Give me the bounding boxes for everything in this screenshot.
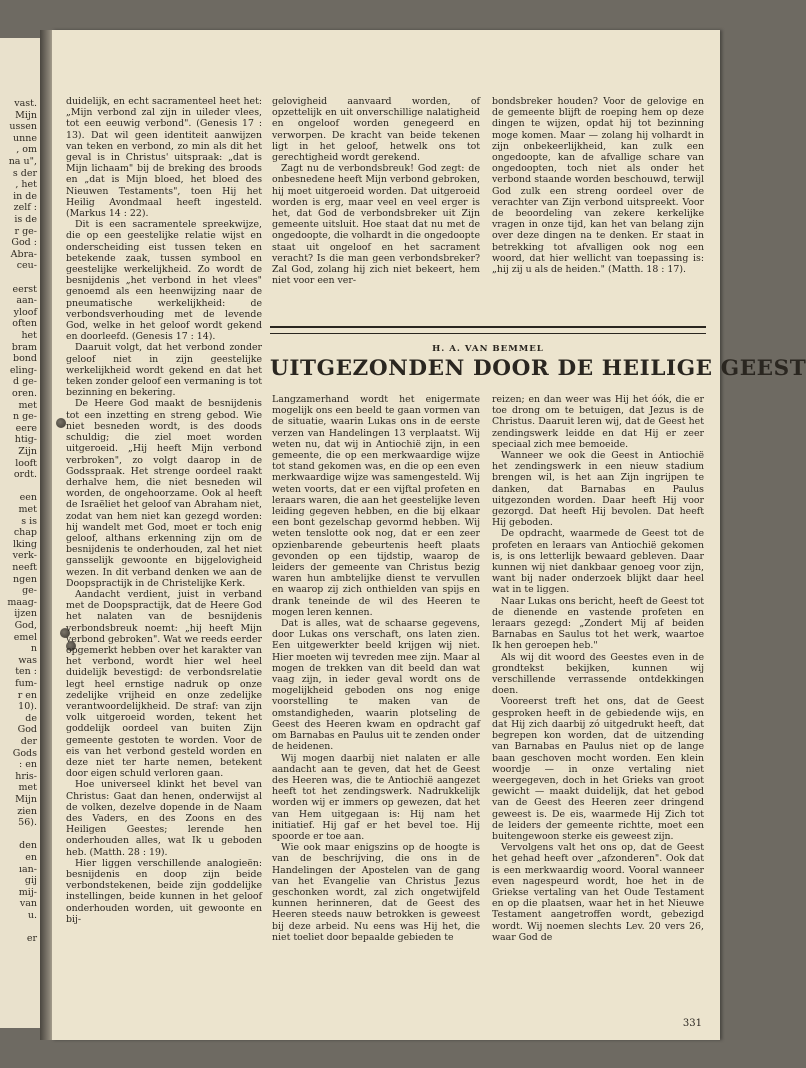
paragraph: Wij mogen daarbij niet nalaten er alle aandacht aan te geven, dat het de Geest des Heeren was, die te Antiochië aangezet heeft tot het zendingswerk. Nadrukkelijk worden wij er immers op gewezen, dat het van Hem uitgegaan is: Hij nam het initiatief. Hij gaf er het bevel toe. Hij spoorde er toe aan. <box>272 752 480 842</box>
previous-page-line: r ge- <box>14 225 37 237</box>
paragraph: Zagt nu de verbondsbreuk! God zegt: de onbesnedene heeft Mijn verbond gebroken, hij moet uitgeroeid worden. Dat uitgeroeid worden is erg, maar veel en veel erger is het, dat God de verbondsbreker uit Zijn gemeente uitsluit. Hoe staat dat nu met de ongedoopte, die volhardt in die ongedoopte staat uit ongeloof en het sacrament veracht? Is die man geen verbondsbreker? Zal God, zolang hij zich niet bekeert, hem niet voor een ver- <box>272 163 480 287</box>
previous-page-line: na u", <box>8 156 37 167</box>
article-author: H. A. VAN BEMMEL <box>432 344 544 354</box>
article-title: UITGEZONDEN DOOR DE HEILIGE GEEST <box>270 356 806 381</box>
previous-page-line: eere <box>15 422 37 434</box>
paragraph: Daaruit volgt, dat het verbond zonder geloof niet in zijn geestelijke werkelijkheid wordt gekend en dat het teken zonder geloof een vermaning is tot bezinning en bekering. <box>66 342 262 399</box>
previous-page-line: Zijn <box>18 446 37 457</box>
previous-page-line: mij- <box>18 886 37 898</box>
previous-page-line: bram <box>11 341 37 353</box>
previous-page-line: , om <box>16 144 37 156</box>
previous-page-line: eling- <box>9 364 37 376</box>
previous-page-line: den <box>19 840 37 852</box>
previous-page-line: ussen <box>9 121 37 133</box>
paragraph: Dit is een sacramentele spreekwijze, die op een geestelijke relatie wijst en onderscheiding eist tussen teken en betekende zaak, tussen symbool en geestelijke werkelijkheid. Zo wordt de besnijdenis „het verbond in het vlees" genoemd als een heenwijzing naar de pneumatische werkelijkheid: de verbondsverhouding met de levende God, welke in het geloof wordt gekend en doorleefd. (Genesis 17 : 14). <box>66 219 262 343</box>
paragraph: Aandacht verdient, juist in verband met de Doopspractijk, dat de Heere God het nalaten van de besnijdenis verbondsbreuk noemt: „hij heeft Mijn verbond gebroken". Wat we reeds eerder opgemerkt hebben over het karakter van het verbond, wordt hier wel heel duidelijk bevestigd: de verbondsrelatie legt heel ernstige nadruk op onze zedelijke vrijheid en onze zedelijke verantwoordelijkheid. De straf: van zijn volk uitgeroeid worden, tekent het goddelijk oordeel van buiten Zijn gemeente gestoten te worden. Voor de eis van het verbond gesteld worden en deze niet ter harte nemen, betekent door eigen schuld verloren gaan. <box>66 588 262 780</box>
previous-page-line: htig- <box>14 434 37 446</box>
previous-page-line: fum- <box>15 678 37 689</box>
paragraph: Vervolgens valt het ons op, dat de Geest het gehad heeft over „afzonderen". Ook dat is een merkwaardig woord. Vooral wanneer even nagespeurd wordt, hoe het in de Griekse vertaling van het Oude Testament en op die plaatsen, waar het in het Nieuwe Testament aangetroffen wordt, gebezigd wordt. Wij noemen slechts Lev. 20 vers 26, waar God de <box>492 842 704 943</box>
previous-page-line: hris- <box>15 770 37 782</box>
previous-page-line: n <box>30 643 37 655</box>
previous-page-line: ijzen <box>14 608 37 620</box>
previous-page-line: het <box>21 330 37 341</box>
paragraph: Langzamerhand wordt het enigermate mogelijk ons een beeld te gaan vormen van de situatie, waarin Lukas ons in de eerste verzen van Handelingen 13 verplaatst. Wij weten nu, dat wij in Antiochië zijn, in een gemeente, die op een merkwaardige wijze tot stand gekomen was, en die op een even merkwaardige wijze was samengesteld. Wij weten voorts, dat er een vijftal profeten en leraars waren, die aan het geestelijke leven leiding gegeven hebben, en die bij elkaar een bont gezelschap gevormd hebben. Wij weten tenslotte ook nog, dat er een zeer opzienbarende gebeurtenis heeft plaats gevonden op een tijdstip, waarop de leiders der gemeente van Christus bezig waren hun ambtelijke dienst te vervullen en waarop zij zich onthielden van spijs en drank teneinde de wil des Heeren te mogen leren kennen. <box>272 394 480 618</box>
previous-page-line: aan- <box>16 295 37 307</box>
paragraph: De Heere God maakt de besnijdenis tot een inzetting en streng gebod. Wie niet besneden wordt, is des doods schuldig; die ziel moet worden uitgeroeid. „Hij heeft Mijn verbond verbroken", zo volgt daarop in de Godsspraak. Het strenge oordeel raakt derhalve hem, die niet besneden wil worden, de ongehoorzame. Ook al heeft de Israëliet het geloof van Abraham niet, zodat van hem niet kan gezegd worden: hij wandelt met God, moet er toch enig geloof, althans erkenning zijn om de besnijdenis te onderhouden, zal het niet gansselijk gewoonte en bijgelovigheid wezen. In dit verband denken we aan de Doopspractijk in de Christelijke Kerk. <box>66 398 262 589</box>
previous-page-line: ıan- <box>18 863 37 875</box>
previous-page-line: Abra- <box>10 248 37 260</box>
previous-page-line: , het <box>15 179 37 191</box>
previous-page-line: : en <box>19 759 37 771</box>
previous-page-line: oren. <box>11 388 37 399</box>
previous-page-line: yloof <box>13 306 37 318</box>
previous-page-line: s der <box>12 167 37 179</box>
previous-page-line: verk- <box>12 550 37 562</box>
paragraph: Naar Lukas ons bericht, heeft de Geest tot de dienende en vastende profeten en leraars gezegd: „Zondert Mij af beiden Barnabas en Saulus tot het werk, waartoe Ik hen geroepen heb." <box>492 595 704 652</box>
previous-page-line: ngen <box>13 573 37 585</box>
previous-page-line: eerst <box>12 283 37 295</box>
column-2-top <box>272 96 480 286</box>
paragraph: gelovigheid aanvaard worden, of opzettelijk en uit onverschillige nalatigheid en ongeloof worden genegeerd en verworpen. De kracht van beide tekenen ligt in het geloof, hetwelk ons tot gerechtigheid wordt gerekend. <box>272 96 480 164</box>
previous-page-line: r en <box>17 689 37 701</box>
column-3-top <box>492 96 704 275</box>
paragraph: Wanneer we ook die Geest in Antiochië het zendingswerk in een nieuw stadium brengen wil, is het aan Zijn ingrijpen te danken, dat Barnabas en Paulus uitgezonden worden. Daar heeft Hij voor gezorgd. Dat heeft Hij bevolen. Dat heeft Hij geboden. <box>492 450 704 529</box>
previous-page-line: maag- <box>7 596 37 608</box>
previous-page-line: looft <box>15 457 37 469</box>
previous-page-line: chap <box>13 527 37 539</box>
previous-page-line: met <box>18 504 37 515</box>
previous-page-line: 56). <box>18 817 37 829</box>
paragraph: duidelijk, en echt sacramenteel heet het: „Mijn verbond zal zijn in uileder vlees, tot een eeuwig verbond". (Genesis 17 : 13). Dat wil geen identiteit aanwijzen van teken en verbond, zo min als dit het geval is in Christus' uitspraak: „dat is Mijn lichaam" bij de breking des broods en „dat is Mijn bloed, het bloed des Nieuwen Testaments", toen Hij het Heilig Avondmaal heeft ingesteld. (Markus 14 : 22). <box>66 96 262 220</box>
previous-page-line: een <box>19 492 37 504</box>
previous-page-line: zien <box>17 805 37 817</box>
previous-page-line: lking <box>12 538 37 550</box>
paragraph: bondsbreker houden? Voor de gelovige en de gemeente blijft de roeping hem op deze dingen te wijzen, opdat hij tot bezinning moge komen. Maar — zolang hij volhardt in zijn onbekeerlijkheid, kan zulk een ongedoopte, kan de afvallige schare van ongedoopten, toch niet als onder het verbond staande worden beschouwd, terwijl God zulk een streng oordeel over de verachter van Zijn verbond uitspreekt. Voor de beoordeling van zekere kerkelijke vragen in onze tijd, kan het van belang zijn over deze dingen na te denken. Er staat in betrekking tot afvalligen ook nog een woord, dat hier wellicht van toepassing is: „hij zij u als de heiden." (Matth. 18 : 17). <box>492 96 704 276</box>
previous-page-line: en <box>25 852 37 863</box>
paragraph: Als wij dit woord des Geestes even in de grondtekst bekijken, kunnen wij verschillende verrassende ontdekkingen doen. <box>492 651 704 697</box>
binder-hole-top <box>56 418 66 428</box>
previous-page-line: 10). <box>18 701 37 713</box>
column-3-bottom <box>492 394 704 943</box>
section-divider <box>270 326 706 334</box>
previous-page-line: d ge- <box>12 376 37 388</box>
previous-page-line: often <box>12 318 37 330</box>
previous-page-line: in de <box>13 190 37 202</box>
previous-page-line: ten : <box>15 666 37 678</box>
previous-page-line: vast. <box>14 98 37 109</box>
previous-page-line: ceu- <box>16 260 37 272</box>
previous-page-line: God, <box>14 620 37 631</box>
paragraph: Hier liggen verschillende analogieën: besnijdenis en doop zijn beide verbondstekenen, beide zijn goddelijke instellingen, beide kunnen in het geloof onderhouden worden, uit gewoonte en bij- <box>66 857 262 925</box>
column-1 <box>66 96 262 925</box>
previous-page-line: u. <box>27 910 37 921</box>
previous-page-line: was <box>18 654 37 666</box>
previous-page-line: s is <box>21 515 37 527</box>
paragraph: reizen; en dan weer was Hij het óók, die er toe drong om te betuigen, dat Jezus is de Christus. Daaruit leren wij, dat de Geest het zendingswerk leidde en dat Hij er zeer speciaal zich mee bemoeide. <box>492 394 704 450</box>
previous-page-line: unne <box>13 132 37 144</box>
previous-page-line: God <box>17 724 37 736</box>
previous-page-line: God : <box>11 237 37 249</box>
paragraph: De opdracht, waarmede de Geest tot de profeten en leraars van Antiochië gekomen is, is ons letterlijk bewaard gebleven. Daar kunnen wij niet dankbaar genoeg voor zijn, want bij nader onderzoek blijkt daar heel wat in te liggen. <box>492 528 704 596</box>
paragraph: Hoe universeel klinkt het bevel van Christus: Gaat dan henen, onderwijst al de volken, dezelve dopende in de Naam des Vaders, en des Zoons en des Heiligen Geestes; lerende hen onderhouden alles, wat Ik u geboden heb. (Matth. 28 : 19). <box>66 779 262 858</box>
previous-page-edge <box>0 38 41 1028</box>
previous-page-line: met <box>18 399 37 411</box>
previous-page-line: ordt. <box>13 469 37 481</box>
paragraph: Wie ook maar enigszins op de hoogte is van de beschrijving, die ons in de Handelingen der Apostelen van de gang van het Evangelie van Christus Jezus geschonken wordt, zal zich ongetwijfeld kunnen herinneren, dat de Geest des Heeren steeds nauw betrokken is geweest bij deze arbeid. Nu eens was Hij het, die niet toeliet door bepaalde gebieden te <box>272 842 480 943</box>
page-number: 331 <box>682 1018 702 1029</box>
previous-page-line: van <box>19 898 37 910</box>
book-page <box>52 30 806 1040</box>
previous-page-line: Mijn <box>15 794 37 805</box>
previous-page-line: ge- <box>22 585 37 597</box>
previous-page-line: bond <box>12 353 37 365</box>
previous-page-line: is de <box>14 214 37 225</box>
previous-page-line: met <box>18 782 37 794</box>
paragraph: Vooreerst treft het ons, dat de Geest gesproken heeft in de gebiedende wijs, en dat Hij zich daarbij zó uitgedrukt heeft, dat begrepen kon worden, dat de uitzending van Barnabas en Paulus niet op de lange baan geschoven mocht worden. Een klein woordje — in onze vertaling niet weergegeven, doch in het Grieks van groot gewicht — maakt duidelijk, dat het gebod van de Geest des Heeren zeer dringend geweest is. De eis, waarmede Hij Zich tot de leiders der gemeente richtte, moet een buitengewoon sterke eis geweest zijn. <box>492 696 704 842</box>
paragraph: Dat is alles, wat de schaarse gegevens, door Lukas ons verschaft, ons laten zien. Een uitgewerkter beeld krijgen wij niet. Hier moeten wij tevreden mee zijn. Maar al mogen de trekken van dit beeld dan wat vaag zijn, in ieder geval wordt ons de mogelijkheid geboden ons nog enige voorstelling te maken van de omstandigheden, waarin plotseling de Geest des Heeren kwam en opdracht gaf om Barnabas en Paulus uit te zenden onder de heidenen. <box>272 618 480 753</box>
column-2-bottom <box>272 394 480 943</box>
previous-page-line: Mijn <box>15 109 37 121</box>
previous-page-line: Gods <box>12 747 37 759</box>
previous-page-line: emel <box>13 631 37 643</box>
previous-page-line: n ge- <box>12 411 37 423</box>
previous-page-line: zelf : <box>13 202 37 214</box>
previous-page-line: gij <box>24 875 37 887</box>
previous-page-line: de <box>25 712 37 724</box>
previous-page-line: er <box>26 933 37 945</box>
previous-page-line: neeft <box>12 562 37 573</box>
previous-page-line: der <box>20 736 37 747</box>
